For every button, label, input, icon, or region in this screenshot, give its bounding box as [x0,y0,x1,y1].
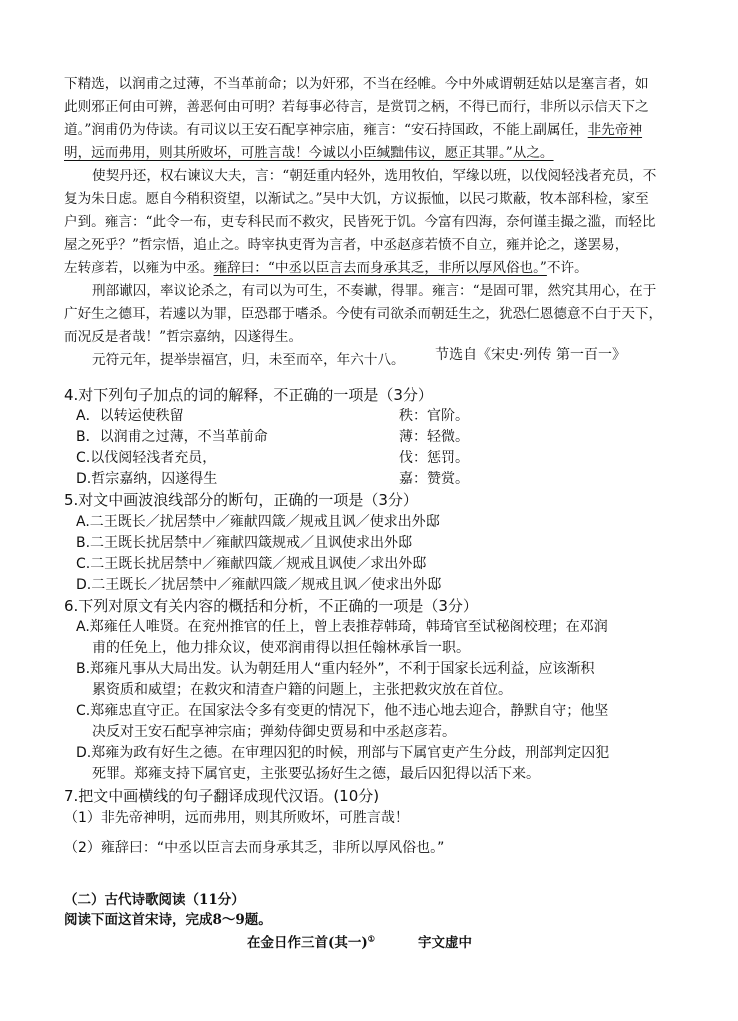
q6-option-b-line1: B.郑雍凡事从大局出发。认为朝廷用人“重内轻外”，不利于国家长远利益，应该渐积 [76,661,595,677]
q4-option-b-text: B．以润甫之过薄，不当革前命 [76,429,268,445]
passage-line-11: 广好生之德耳，若遽以为罪，臣恐郡于嗜杀。今使有司欲杀而朝廷生之，犹恐仁恩德意不白于天下， [64,306,663,322]
passage-source: 节选自《宋史·列传 第一百一》 [435,347,626,363]
footnote-mark: ① [367,933,375,944]
q6-option-a-line2: 甫的任免上，他力排众议，使邓润甫得以担任翰林承旨一职。 [92,640,470,656]
passage-line-9-c: 不许。 [546,260,588,276]
q4-option-a-text: A．以转运使秩留 [76,408,184,424]
q6-option-d-line2: 死罪。郑雍支持下属官吏，主张要弘扬好生之德，最后囚犯得以活下来。 [92,766,540,782]
passage-line-2: 此则邪正何由可辨，善恶何由可明？若每事必待言，是赏罚之柄，不得已而行，非所以示信天下之 [64,99,649,115]
passage-line-7: 户到。雍言：“此令一布，吏专科民而不救灾，民皆死于饥。今富有四海，奈何谨圭撮之滥，而轻比 [64,214,656,230]
q4-option-c-gloss: 伐：惩罚。 [399,450,469,466]
passage-line-4 [64,145,678,161]
q4-option-b [76,427,690,447]
passage-line-12: 而况反是者哉！”哲宗嘉纳，囚遂得生。 [64,329,303,345]
section-heading: （二）古代诗歌阅读（11分） [64,892,245,908]
q6-option-c-line2: 决反对王安石配享神宗庙；弹劾侍御史贾易和中丞赵彦若。 [92,724,456,740]
q5-title: 5.对文中画波浪线部分的断句，正确的一项是（3分） [64,491,418,509]
passage-line-10: 刑部谳囚，率议论杀之，有司以为可生，不奏谳，得罪。雍言：“是固可罪，然究其用心，在于 [92,283,657,299]
q4-option-a [76,406,690,426]
underlined-sentence-1a: 非先帝神 [587,122,643,138]
q6-option-a-line1: A.郑雍任人唯贤。在兖州推官的任上，曾上表推荐韩琦，韩琦官至试秘阁校理；在邓润 [76,619,608,635]
q4-option-c [76,448,690,468]
passage-line-3 [64,122,678,138]
q6-option-d-line1: D.郑雍为政有好生之德。在审理囚犯的时候，刑部与下属官吏产生分歧，刑部判定囚犯 [76,745,610,761]
q6-title: 6.下列对原文有关内容的概括和分析，不正确的一项是（3分） [64,597,478,615]
passage-line-1: 下精选，以润甫之过薄，不当革前命；以为奸邪，不当在经帷。今中外咸谓朝廷姑以是塞言者，如 [64,76,649,92]
q4-option-b-gloss: 薄：轻微。 [399,429,469,445]
q5-option-b: B.二王既长扰居禁中／雍献四箴规戒／且讽使求出外邸 [76,535,413,551]
passage-line-3-a: 道。”润甫仍为侍读。 [64,122,187,138]
poem-title [247,931,375,951]
q4-option-c-text: C.以伐阅轻浅者充员， [76,450,217,466]
q4-option-d-text: D.哲宗嘉纳，囚遂得生 [76,471,218,487]
passage-line-8: 屋之死乎？”哲宗悟，追止之。時宰执吏胥为言者，中丞赵彦若愤不自立，雍并论之，遂罢易， [64,237,629,253]
q7-item-2: （2）雍辞曰：“中丞以臣言去而身承其乏，非所以厚风俗也。” [64,840,445,856]
passage-line-9 [64,260,678,276]
q7-item-1: （1）非先帝神明，远而弗用，则其所败坏，可胜言哉！ [64,810,409,826]
q5-option-d: D.二王既长／扰居禁中／雍献四箴／规戒且讽／使求出外邸 [76,577,442,593]
q5-option-c: C.二王既长扰居禁中／雍献四箴／规戒且讽使／求出外邸 [76,556,427,572]
q4-option-d-gloss: 嘉：赞赏。 [399,471,469,487]
q4-option-a-gloss: 秩：官阶。 [399,408,469,424]
underlined-sentence-1b: 明，远而弗用，则其所败坏，可胜言哉！今诚以小臣缄黜伟议，愿正其罪。”从之。 [64,145,554,161]
q4-title: 4.对下列句子加点的词的解释，不正确的一项是（3分） [64,386,433,404]
q5-option-a: A.二王既长／扰居禁中／雍献四箴／规戒且讽／使求出外邸 [76,514,440,530]
section-instruction: 阅读下面这首宋诗，完成8～9题。 [64,912,272,928]
poem-author: 宇文虚中 [418,935,472,951]
passage-line-3-b: 有司议以王安石配享神宗庙，雍言：“安石持国政，不能上副属任， [186,122,588,138]
passage-line-9-a: 左转彦若，以雍为中丞。 [64,260,214,276]
q6-option-c-line1: C.郑雍忠直守正。在国家法令多有变更的情况下，他不违心地去迎合，静默自守；他坚 [76,703,609,719]
q7-title: 7.把文中画横线的句子翻译成现代汉语。(10分) [64,787,380,805]
underlined-sentence-2: 雍辞曰：“中丞以臣言去而身承其乏，非所以厚风俗也。” [213,260,547,276]
poem-title-text: 在金日作三首(其一) [247,935,368,951]
passage-line-6: 复为朱日虑。愿自今稍积资望，以渐试之。”吴中大饥，方议振恤，以民刁欺蔽，牧本部科检，家至 [64,191,649,207]
passage-line-13: 元符元年，提举崇福宫，归，未至而卒，年六十八。 [92,352,405,368]
passage-line-5: 使契丹还，权右谏议大夫，言：“朝廷重内轻外，选用牧伯，罕缘以班，以伐阅轻浅者充员，不 [92,168,657,184]
q4-option-d [76,469,690,489]
q6-option-b-line2: 累资质和威望；在救灾和清查户籍的问题上，主张把救灾放在首位。 [92,682,512,698]
